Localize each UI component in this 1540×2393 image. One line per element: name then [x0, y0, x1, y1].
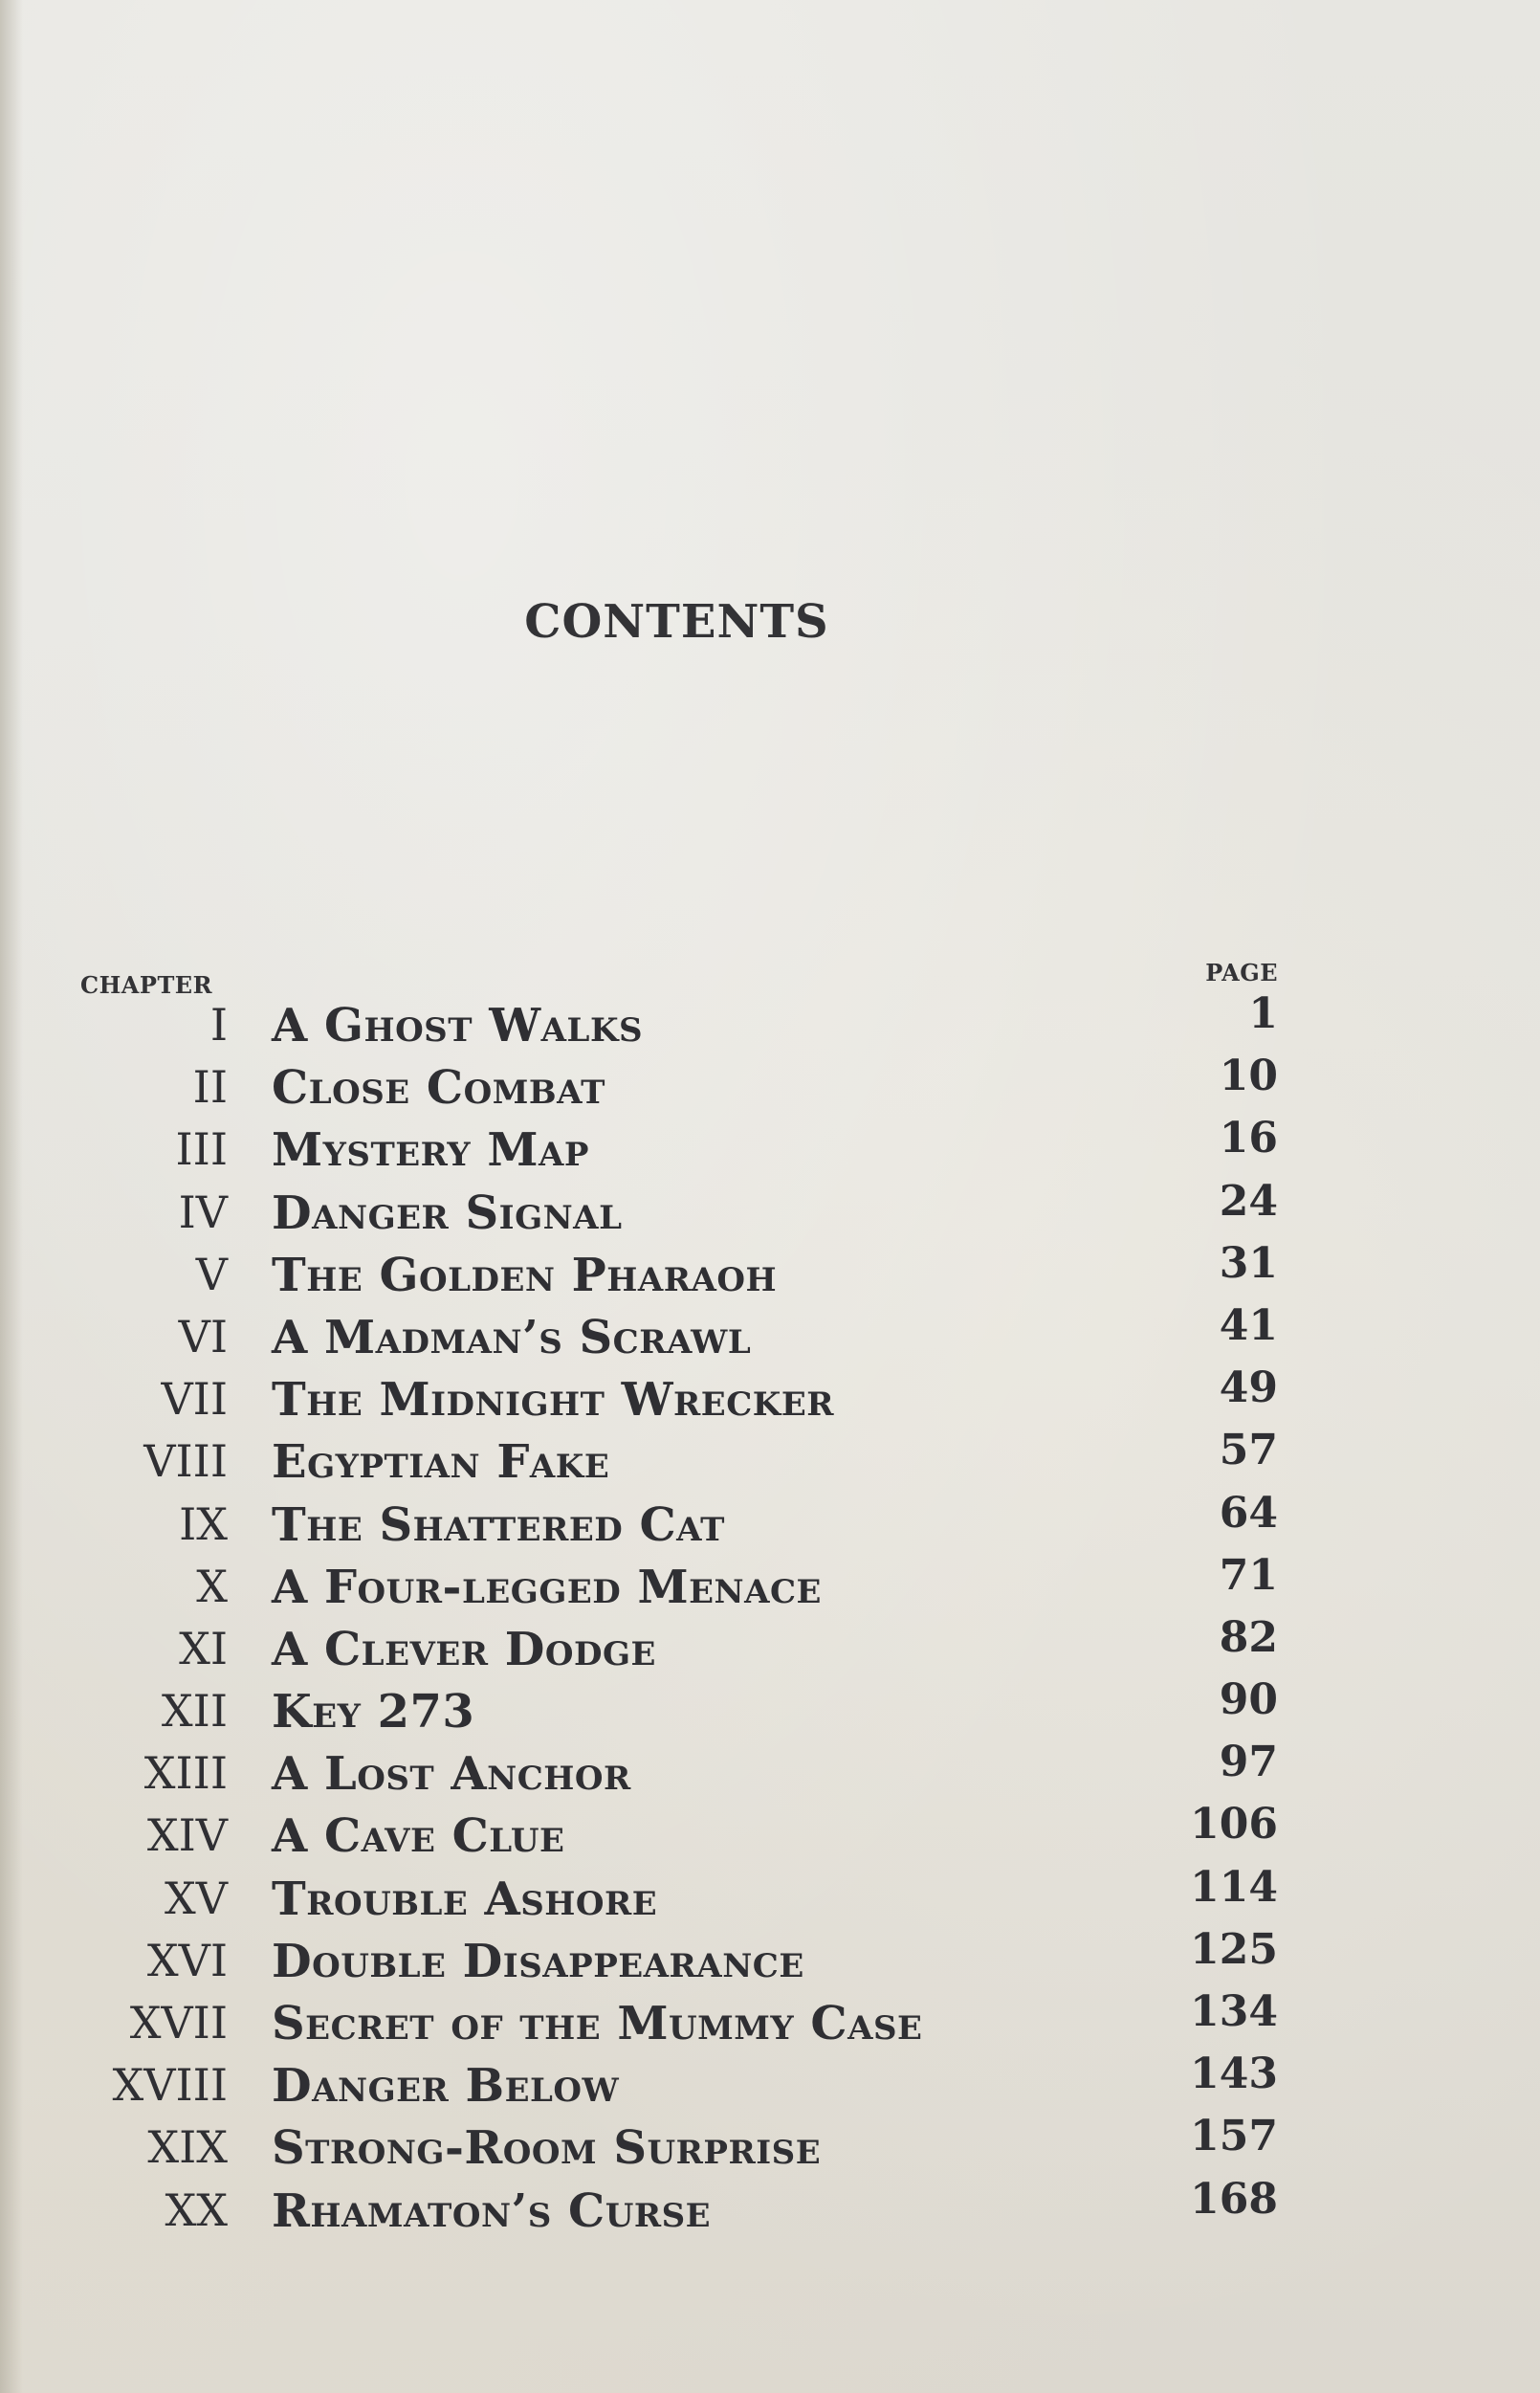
chapter-title: A Ghost Walks: [272, 999, 644, 1052]
chapter-numeral: XIX: [147, 2121, 228, 2174]
chapter-title: The Shattered Cat: [272, 1497, 725, 1552]
page-number: 24: [1219, 1176, 1278, 1226]
chapter-numeral: XIII: [143, 1747, 228, 1800]
toc-entry: [0, 1800, 1540, 1868]
chapter-column-header: CHAPTER: [80, 971, 213, 999]
toc-entry: [0, 989, 1540, 1057]
chapter-numeral: V: [195, 1248, 228, 1300]
page-number: 49: [1219, 1363, 1278, 1413]
chapter-title: A Madman’s Scrawl: [272, 1310, 752, 1364]
chapter-numeral: VII: [161, 1373, 228, 1426]
chapter-title: Strong-Room Surprise: [272, 2121, 822, 2176]
chapter-numeral: XVII: [129, 1997, 228, 2049]
page-number: 106: [1190, 1800, 1278, 1850]
chapter-title: A Clever Dodge: [272, 1622, 656, 1676]
toc-entry: [0, 1987, 1540, 2055]
toc-entry: [0, 1675, 1540, 1743]
chapter-title: Danger Below: [272, 2059, 620, 2114]
page-number: 57: [1219, 1426, 1278, 1475]
page-number: 41: [1219, 1300, 1278, 1350]
chapter-title: Danger Signal: [272, 1185, 623, 1240]
page-number: 10: [1219, 1052, 1278, 1101]
page-number: 1: [1248, 989, 1278, 1038]
page-number: 31: [1219, 1238, 1278, 1288]
toc-entry: [0, 1738, 1540, 1806]
chapter-title: A Four-legged Menace: [272, 1560, 822, 1614]
page-number: 71: [1219, 1550, 1278, 1600]
chapter-numeral: XVIII: [112, 2059, 228, 2112]
page-number: 157: [1190, 2112, 1278, 2161]
chapter-title: A Cave Clue: [272, 1809, 565, 1864]
page-number: 16: [1219, 1114, 1278, 1163]
page-number: 114: [1190, 1862, 1278, 1912]
toc-entry: [0, 2174, 1540, 2243]
toc-entry: [0, 1238, 1540, 1307]
chapter-title: Egyptian Fake: [272, 1435, 610, 1490]
toc-entry: [0, 1488, 1540, 1557]
page-number: 143: [1190, 2050, 1278, 2099]
toc-entry: [0, 1426, 1540, 1494]
page-number: 125: [1190, 1924, 1278, 1974]
table-of-contents: [0, 989, 1540, 2243]
page-column-header: PAGE: [1205, 959, 1278, 986]
chapter-numeral: XII: [161, 1685, 228, 1738]
chapter-numeral: VIII: [143, 1435, 228, 1488]
chapter-numeral: VI: [178, 1310, 228, 1363]
page-title: CONTENTS: [524, 595, 829, 649]
page-number: 82: [1219, 1612, 1278, 1662]
page-number: 90: [1219, 1675, 1278, 1725]
page-number: 97: [1219, 1738, 1278, 1787]
chapter-numeral: II: [192, 1061, 228, 1114]
toc-entry: [0, 1612, 1540, 1681]
toc-entry: [0, 2112, 1540, 2180]
chapter-title: The Golden Pharaoh: [272, 1248, 778, 1302]
chapter-numeral: XI: [179, 1622, 228, 1674]
toc-entry: [0, 1114, 1540, 1182]
toc-entry: [0, 1550, 1540, 1619]
chapter-title: Close Combat: [272, 1061, 605, 1116]
toc-entry: [0, 1052, 1540, 1119]
chapter-numeral: XX: [165, 2183, 228, 2236]
chapter-title: The Midnight Wrecker: [272, 1373, 835, 1428]
toc-entry: [0, 1176, 1540, 1245]
toc-entry: [0, 1862, 1540, 1931]
chapter-numeral: I: [209, 999, 228, 1051]
chapter-title: Trouble Ashore: [272, 1872, 658, 1926]
page-number: 168: [1190, 2174, 1278, 2224]
chapter-numeral: X: [196, 1560, 228, 1612]
page-number: 64: [1219, 1488, 1278, 1538]
chapter-numeral: XIV: [146, 1809, 228, 1862]
chapter-numeral: IV: [178, 1185, 228, 1238]
chapter-numeral: XVI: [146, 1934, 228, 1986]
chapter-title: A Lost Anchor: [272, 1747, 631, 1802]
chapter-numeral: XV: [165, 1872, 228, 1924]
chapter-numeral: IX: [179, 1497, 228, 1550]
page-number: 134: [1190, 1987, 1278, 2036]
chapter-title: Mystery Map: [272, 1123, 589, 1178]
toc-entry: [0, 1924, 1540, 1993]
chapter-numeral: III: [175, 1123, 228, 1176]
toc-entry: [0, 2050, 1540, 2117]
toc-entry: [0, 1363, 1540, 1431]
chapter-title: Double Disappearance: [272, 1934, 804, 1988]
chapter-title: Rhamaton’s Curse: [272, 2183, 712, 2238]
chapter-title: Key 273: [272, 1685, 475, 1739]
toc-entry: [0, 1300, 1540, 1369]
chapter-title: Secret of the Mummy Case: [272, 1997, 923, 2050]
